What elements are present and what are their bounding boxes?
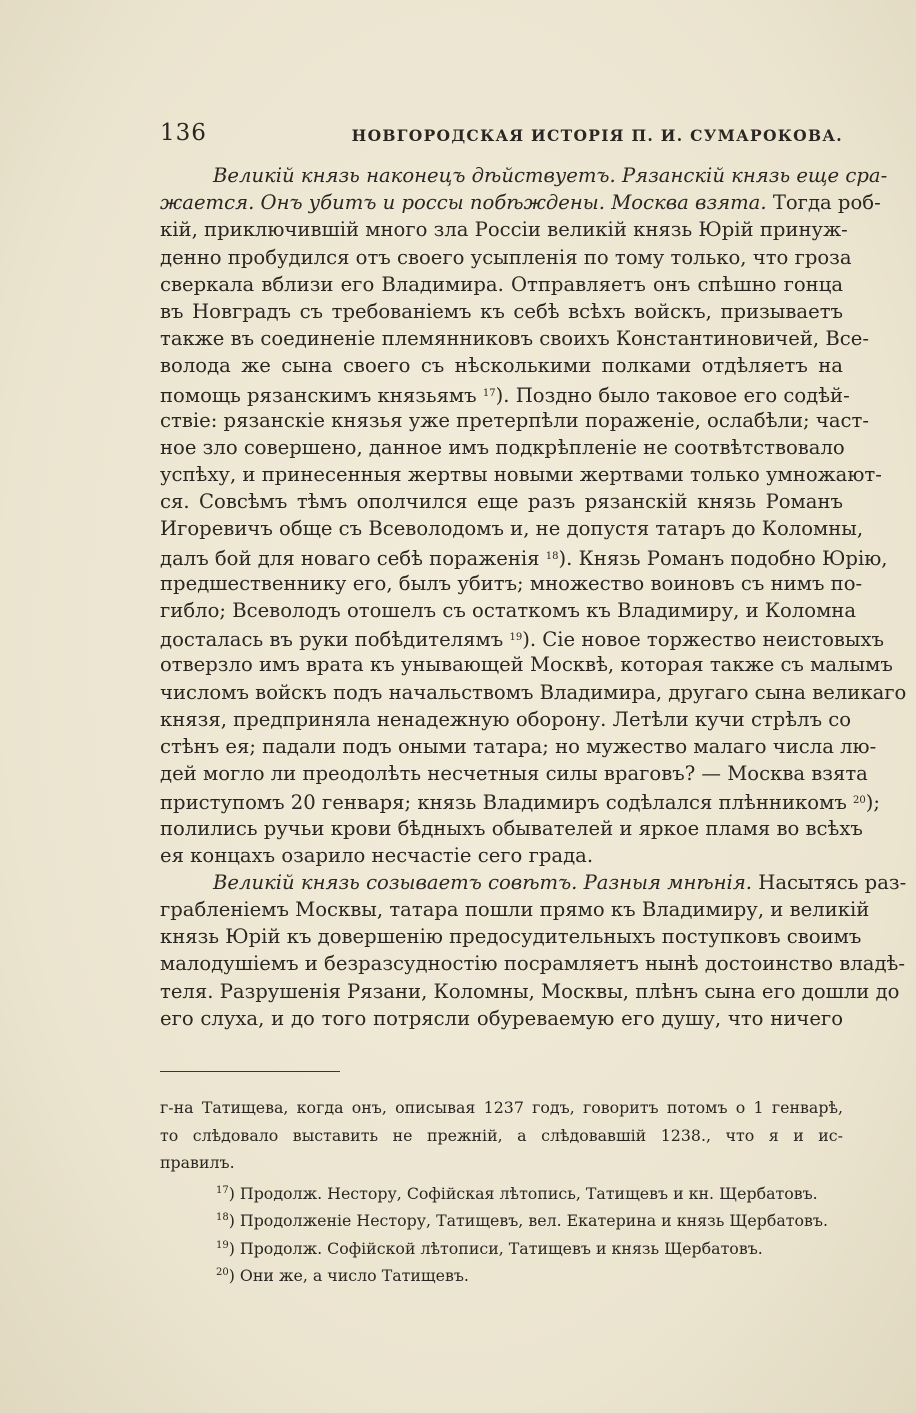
footnote-text: ) Они же, а число Татищевъ. — [228, 1266, 469, 1285]
text-line: малодушіемъ и безразсудностію посрамляетъ нынѣ достоинство владѣ- — [160, 952, 905, 976]
page-header — [160, 120, 843, 150]
footnote-ref: 17 — [482, 387, 496, 399]
text-line: князь Юрій къ довершенію предосудительныхъ поступковъ своимъ — [160, 925, 862, 949]
text-span: помощь рязанскимъ князьямъ — [160, 383, 483, 407]
text-line: ствіе: рязанскіе князья уже претерпѣли пораженіе, ослабѣли; част- — [160, 408, 869, 432]
footnotes — [160, 1094, 843, 1287]
text-line: стѣнъ ея; падали подъ оными татара; но мужество малаго числа лю- — [160, 734, 877, 758]
text-line: грабленіемъ Москвы, татара пошли прямо къ Владимиру, и великій — [160, 898, 870, 922]
text-span: ). Поздно было таковое его содѣй- — [495, 383, 850, 407]
footnote-continuation: то слѣдовало выставить не прежній, а слѣдовавшій 1238., что я и ис- — [160, 1125, 843, 1145]
text-line: князя, предприняла ненадежную оборону. Летѣли кучи стрѣлъ со — [160, 707, 852, 731]
footnote-number: 20 — [216, 1267, 229, 1278]
footnote-divider — [160, 1071, 340, 1072]
running-title: НОВГОРОДСКАЯ ИСТОРІЯ П. И. СУМАРОКОВА. — [351, 126, 843, 145]
text-line: также въ соединеніе племянниковъ своихъ Константиновичей, Все- — [160, 327, 869, 351]
text-line: кій, приключившій много зла Россіи великій князь Юрій принуж- — [160, 218, 848, 242]
text-line — [160, 787, 881, 815]
text-line — [160, 380, 850, 407]
text-line: теля. Разрушенія Рязани, Коломны, Москвы, плѣнъ сына его дошли до — [160, 979, 900, 1003]
text-line: волода же сына своего съ нѣсколькими полками отдѣляетъ на — [160, 354, 843, 378]
text-line: сверкала вблизи его Владимира. Отправляетъ онъ спѣшно гонца — [160, 272, 843, 296]
marginal-heading: жается. Онъ убитъ и россы побѣждены. Москва взята. — [160, 191, 767, 215]
text-span: Тогда роб- — [766, 191, 881, 215]
footnote-number: 17 — [216, 1184, 229, 1196]
main-text — [160, 162, 907, 1032]
marginal-heading: Великій князь наконецъ дѣйствуетъ. Рязанскій князь еще сра- — [213, 164, 888, 187]
footnote-number: 18 — [216, 1212, 229, 1223]
footnote-text: ) Продолж. Нестору, Софійская лѣтопись, Татищевъ и кн. Щербатовъ. — [228, 1183, 818, 1203]
text-line: дей могло ли преодолѣть несчетныя силы враговъ? — Москва взята — [160, 762, 868, 786]
footnote-ref: 19 — [509, 632, 523, 644]
text-line — [160, 543, 888, 570]
text-span: далъ бой для новаго себѣ пораженія — [160, 546, 546, 570]
text-line: предшественнику его, былъ убитъ; множество воиновъ съ нимъ по- — [160, 571, 863, 595]
text-span: Насытясь раз- — [752, 870, 907, 894]
text-line: гибло; Всеволодъ отошелъ съ остаткомъ къ Владимиру, и Коломна — [160, 599, 857, 622]
footnote-item — [160, 1204, 843, 1232]
page-number: 136 — [160, 120, 207, 146]
text-line — [160, 189, 881, 216]
footnote-number: 19 — [216, 1239, 229, 1251]
marginal-heading: Великій князь созываетъ совѣтъ. Разныя мнѣнія. — [213, 870, 753, 894]
text-line: его слуха, и до того потрясли обуреваемую его душу, что ничего — [160, 1006, 843, 1030]
footnote-item — [160, 1259, 843, 1287]
text-line: успѣху, и принесенныя жертвы новыми жертвами только умножают- — [160, 463, 882, 487]
text-line: числомъ войскъ подъ начальствомъ Владимира, другаго сына великаго — [160, 680, 907, 704]
text-line — [160, 869, 907, 896]
footnote-ref: 20 — [853, 795, 866, 807]
footnote-text: ) Продолженіе Нестору, Татищевъ, вел. Екатерина и князь Щербатовъ. — [228, 1211, 828, 1230]
text-span: ). Сіе новое торжество неистовыхъ — [522, 628, 885, 652]
text-line: ея концахъ озарило несчастіе сего града. — [160, 843, 594, 867]
footnote-ref: 18 — [545, 550, 559, 562]
text-span: досталась въ руки побѣдителямъ — [160, 628, 510, 652]
footnote-text: ) Продолж. Софійской лѣтописи, Татищевъ и князь Щербатовъ. — [228, 1238, 763, 1258]
text-line: отверзло имъ врата къ унывающей Москвѣ, которая также съ малымъ — [160, 653, 893, 677]
footnote-continuation: правилъ. — [160, 1153, 235, 1172]
text-line: въ Новградъ съ требованіемъ къ себѣ всѣхъ войскъ, призываетъ — [160, 299, 843, 323]
footnote-item — [160, 1232, 843, 1260]
text-line: полились ручьи крови бѣдныхъ обывателей и яркое пламя во всѣхъ — [160, 816, 863, 840]
text-line — [160, 162, 888, 189]
text-span: приступомъ 20 генваря; князь Владимиръ содѣлался плѣнникомъ — [160, 791, 854, 815]
text-line: ся. Совсѣмъ тѣмъ ополчился еще разъ рязанскій князь Романъ — [160, 490, 843, 514]
text-span: ); — [865, 791, 881, 815]
text-line — [160, 624, 885, 652]
text-line: денно пробудился отъ своего усыпленія по тому только, что гроза — [160, 245, 852, 269]
footnote-continuation: г-на Татищева, когда онъ, описывая 1237 годъ, говоритъ потомъ о 1 генварѣ, — [160, 1098, 843, 1117]
text-line: ное зло совершено, данное имъ подкрѣпленіе не соотвѣтствовало — [160, 435, 845, 459]
footnote-item — [160, 1177, 843, 1205]
text-line: Игоревичъ обще съ Всеволодомъ и, не допустя татаръ до Коломны, — [160, 517, 864, 541]
text-span: ). Князь Романъ подобно Юрію, — [558, 546, 888, 570]
